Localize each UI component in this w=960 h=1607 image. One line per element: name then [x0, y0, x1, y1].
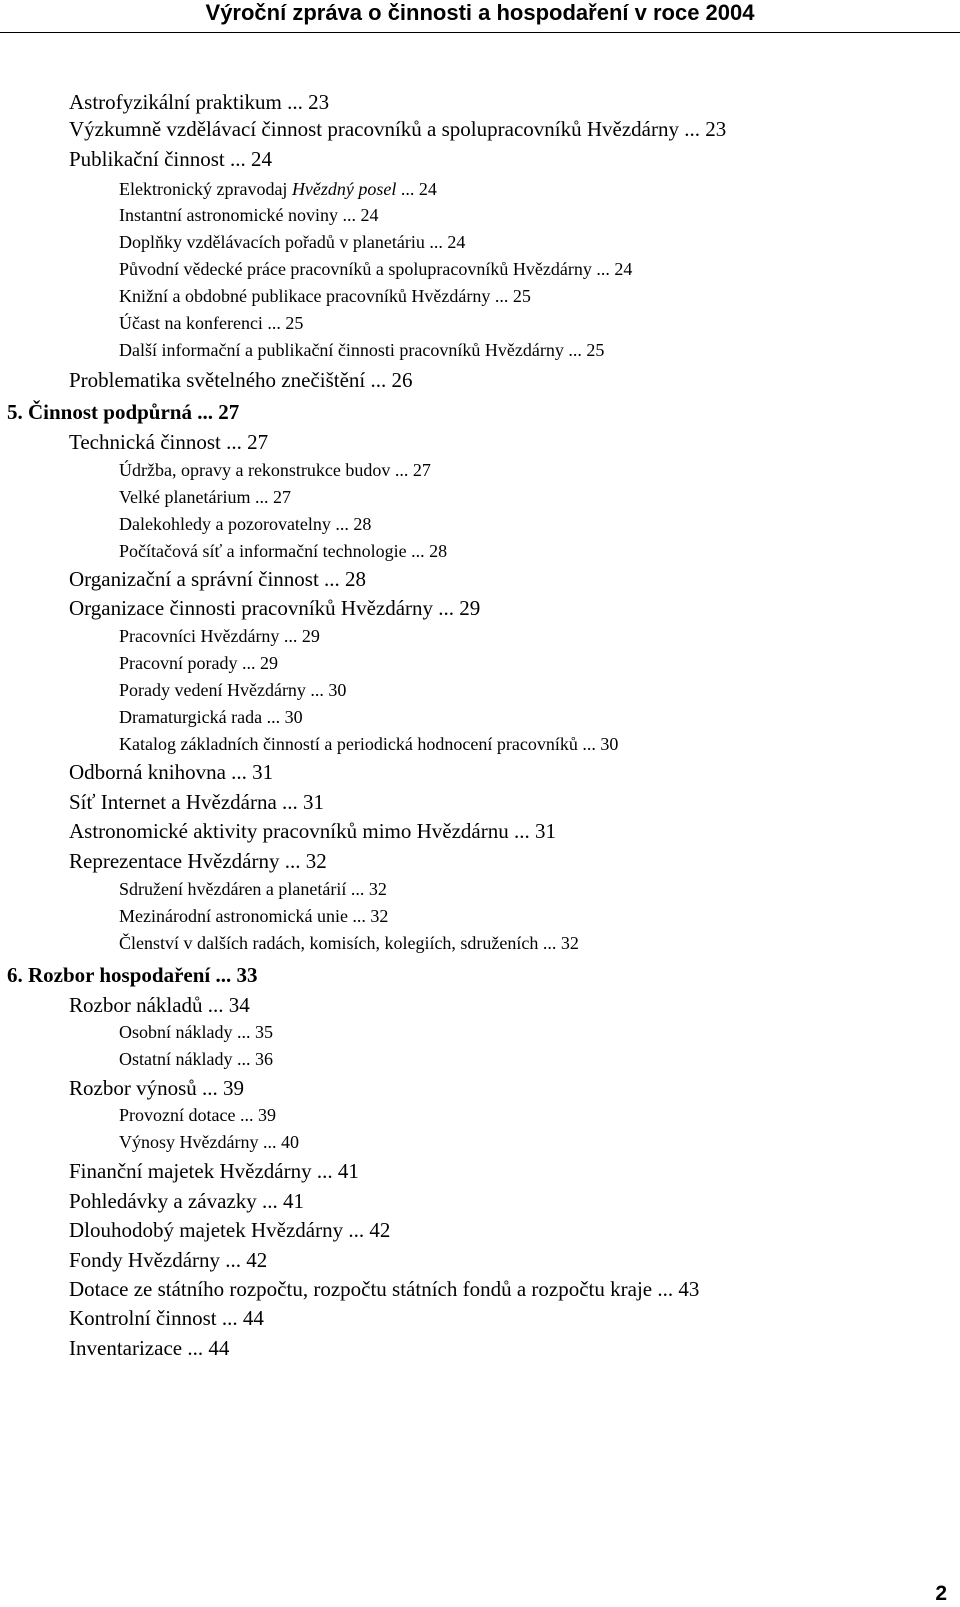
toc-entry-text: Rozbor výnosů ... 39 — [69, 1076, 244, 1100]
toc-subsection-entry — [119, 880, 387, 898]
toc-subsection-entry — [119, 1106, 276, 1124]
toc-subsection-entry — [119, 260, 632, 278]
toc-entry-text: Dotace ze státního rozpočtu, rozpočtu státních fondů a rozpočtu kraje ... 43 — [69, 1277, 700, 1301]
toc-entry-text: Kontrolní činnost ... 44 — [69, 1306, 264, 1330]
toc-entry-text: Pracovníci Hvězdárny ... 29 — [119, 626, 320, 646]
toc-entry-text: Problematika světelného znečištění ... 26 — [69, 368, 413, 392]
toc-subsection-entry — [119, 735, 618, 753]
toc-section-entry — [69, 1078, 244, 1099]
toc-section-entry — [69, 432, 268, 453]
toc-section-entry — [69, 792, 324, 813]
toc-chapter-entry — [7, 965, 257, 986]
toc-subsection-entry — [119, 907, 388, 925]
running-header — [0, 0, 960, 33]
toc-section-entry — [69, 119, 726, 140]
toc-entry-text: Počítačová síť a informační technologie ... 28 — [119, 541, 448, 561]
toc-entry-text: Astrofyzikální praktikum ... 23 — [69, 90, 330, 114]
toc-subsection-entry — [119, 206, 378, 224]
toc-entry-text: Elektronický zpravodaj — [119, 179, 292, 199]
toc-subsection-entry — [119, 233, 465, 251]
toc-subsection-entry — [119, 461, 431, 479]
toc-entry-text: Osobní náklady ... 35 — [119, 1022, 273, 1042]
toc-section-entry — [69, 1161, 359, 1182]
toc-subsection-entry — [119, 627, 320, 645]
toc-subsection-entry — [119, 1050, 273, 1068]
toc-entry-text: Organizační a správní činnost ... 28 — [69, 567, 367, 591]
toc-entry-text: Finanční majetek Hvězdárny ... 41 — [69, 1159, 359, 1183]
toc-section-entry — [69, 149, 272, 170]
toc-entry-text: Dalekohledy a pozorovatelny ... 28 — [119, 514, 372, 534]
toc-entry-text: Technická činnost ... 27 — [69, 430, 269, 454]
toc-entry-text: Mezinárodní astronomická unie ... 32 — [119, 906, 389, 926]
toc-entry-text: Velké planetárium ... 27 — [119, 487, 291, 507]
toc-subsection-entry — [119, 1133, 299, 1151]
toc-subsection-entry — [119, 654, 278, 672]
toc-entry-text: 6. Rozbor hospodaření ... 33 — [7, 963, 258, 987]
toc-entry-text: Síť Internet a Hvězdárna ... 31 — [69, 790, 325, 814]
toc-entry-text: Rozbor nákladů ... 34 — [69, 993, 250, 1017]
toc-entry-text: ... 24 — [396, 179, 437, 199]
toc-subsection-entry — [119, 934, 579, 952]
toc-section-entry — [69, 1279, 699, 1300]
toc-subsection-entry — [119, 488, 291, 506]
toc-section-entry — [69, 851, 327, 872]
toc-entry-text: Reprezentace Hvězdárny ... 32 — [69, 849, 327, 873]
toc-entry-text: Katalog základních činností a periodická hodnocení pracovníků ... 30 — [119, 734, 619, 754]
toc-entry-text: Provozní dotace ... 39 — [119, 1105, 276, 1125]
toc-entry-text: Ostatní náklady ... 36 — [119, 1049, 273, 1069]
page-number: 2 — [935, 1582, 947, 1605]
toc-subsection-entry — [119, 287, 531, 305]
toc-section-entry — [69, 1308, 264, 1329]
toc-section-entry — [69, 569, 366, 590]
toc-entry-text: Výnosy Hvězdárny ... 40 — [119, 1132, 299, 1152]
toc-entry-text: Členství v dalších radách, komisích, kolegiích, sdruženích ... 32 — [119, 933, 579, 953]
toc-section-entry — [69, 821, 556, 842]
toc-subsection-entry — [119, 1023, 273, 1041]
toc-entry-title-italic: Hvězdný posel — [291, 179, 397, 199]
toc-subsection-entry — [119, 341, 604, 359]
toc-entry-text: Údržba, opravy a rekonstrukce budov ... 27 — [119, 460, 431, 480]
toc-entry-text: Instantní astronomické noviny ... 24 — [119, 205, 379, 225]
toc-section-entry — [69, 598, 480, 619]
toc-entry-text: Doplňky vzdělávacích pořadů v planetáriu ... 24 — [119, 232, 466, 252]
toc-subsection-entry — [119, 708, 303, 726]
toc-section-entry — [69, 1191, 304, 1212]
toc-entry-text: Organizace činnosti pracovníků Hvězdárny ... 29 — [69, 596, 481, 620]
toc-section-entry — [69, 1250, 267, 1271]
toc-entry-text: Sdružení hvězdáren a planetárií ... 32 — [119, 879, 387, 899]
report-title: Výroční zpráva o činnosti a hospodaření v roce 2004 — [205, 0, 755, 25]
toc-section-entry — [69, 1338, 229, 1359]
toc-subsection-entry — [119, 314, 303, 332]
toc-section-entry — [69, 1220, 390, 1241]
toc-subsection-entry — [119, 681, 346, 699]
toc-entry-text: Původní vědecké práce pracovníků a spolupracovníků Hvězdárny ... 24 — [119, 259, 633, 279]
toc-entry-text: Odborná knihovna ... 31 — [69, 760, 274, 784]
toc-entry-text: Výzkumně vzdělávací činnost pracovníků a spolupracovníků Hvězdárny ... 23 — [69, 117, 727, 141]
toc-entry-text: Astronomické aktivity pracovníků mimo Hvězdárnu ... 31 — [69, 819, 556, 843]
toc-chapter-entry — [7, 402, 239, 423]
toc-subsection-entry — [119, 515, 371, 533]
toc-entry-text: Další informační a publikační činnosti pracovníků Hvězdárny ... 25 — [119, 340, 605, 360]
toc-entry-text: Inventarizace ... 44 — [69, 1336, 230, 1360]
toc-entry-text: Publikační činnost ... 24 — [69, 147, 272, 171]
toc-entry-text: 5. Činnost podpůrná ... 27 — [7, 400, 240, 424]
toc-entry-text: Pohledávky a závazky ... 41 — [69, 1189, 305, 1213]
toc-entry-text: Dramaturgická rada ... 30 — [119, 707, 303, 727]
toc-section-entry — [69, 762, 273, 783]
toc-entry-text: Fondy Hvězdárny ... 42 — [69, 1248, 268, 1272]
toc-section-entry — [69, 995, 250, 1016]
toc-subsection-entry — [119, 542, 447, 560]
toc-section-entry — [69, 370, 413, 391]
toc-entry-text: Pracovní porady ... 29 — [119, 653, 278, 673]
toc-entry-text: Porady vedení Hvězdárny ... 30 — [119, 680, 347, 700]
toc-entry-text: Účast na konferenci ... 25 — [119, 313, 304, 333]
toc-entry-text: Knižní a obdobné publikace pracovníků Hvězdárny ... 25 — [119, 286, 531, 306]
toc-subsection-entry — [119, 180, 437, 198]
toc-entry-text: Dlouhodobý majetek Hvězdárny ... 42 — [69, 1218, 391, 1242]
toc-section-entry — [69, 92, 329, 113]
